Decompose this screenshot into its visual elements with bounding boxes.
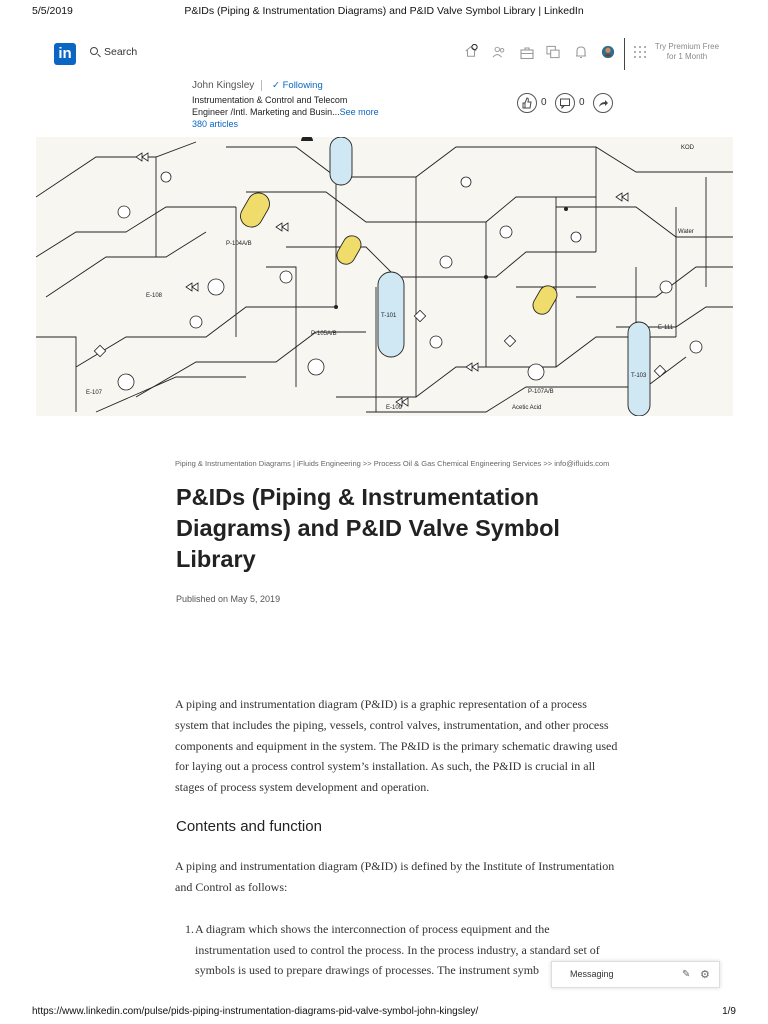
paragraph-line: components and equipment in the system. The P&ID is the primary schematic drawing used	[175, 738, 618, 753]
hero-pid-diagram-image	[36, 137, 733, 416]
intro-paragraph	[175, 694, 645, 798]
paragraph-line: A piping and instrumentation diagram (P&ID) is a graphic representation of a process	[175, 697, 587, 711]
hero-label: E-111	[658, 325, 674, 331]
print-page-number: 1/9	[722, 1006, 736, 1017]
hero-label: E-108	[146, 293, 163, 299]
print-date: 5/5/2019	[32, 5, 73, 17]
paragraph-line: system that includes the piping, vessels, control valves, instrumentation, and other process	[175, 717, 609, 732]
hero-label: P-105A/B	[311, 331, 337, 337]
like-count: 0	[541, 97, 547, 108]
my-network-icon[interactable]	[492, 45, 506, 59]
settings-gear-icon[interactable]: ⚙	[700, 969, 710, 981]
article-title-line: Diagrams) and P&ID Valve Symbol	[176, 515, 560, 541]
profile-avatar[interactable]	[601, 45, 615, 59]
list-item	[195, 919, 600, 981]
print-url: https://www.linkedin.com/pulse/pids-piping-instrumentation-diagrams-pid-valve-symbol-john-kingsley/	[32, 1006, 479, 1017]
print-footer	[0, 1002, 768, 1024]
hero-label: T-101	[381, 313, 397, 319]
jobs-icon[interactable]	[520, 46, 534, 60]
article-title-line: Library	[176, 546, 256, 572]
top-navbar	[36, 36, 733, 74]
comment-count: 0	[579, 97, 585, 108]
hero-label: E-109	[386, 405, 403, 411]
hero-label: Acetic Acid	[512, 405, 542, 411]
list-item-line: symbols is used to prepare drawings of processes. The instrument symb	[195, 963, 540, 978]
article-breadcrumb: Piping & Instrumentation Diagrams | iFluids Engineering >> Process Oil & Gas Chemical Engineering Services >> info@ifluids.com	[175, 459, 610, 468]
published-date: Published on May 5, 2019	[176, 594, 281, 604]
list-item-line: instrumentation used to control the process. In the process industry, a standard set of	[195, 942, 600, 957]
work-grid-icon[interactable]	[634, 46, 646, 60]
paragraph-line: and Control as follows:	[175, 879, 288, 894]
list-item-line: A diagram which shows the interconnection of process equipment and the	[195, 922, 550, 936]
list-number: 1.	[185, 922, 194, 936]
author-divider	[261, 80, 262, 91]
author-headline-1: Instrumentation & Control and Telecom	[192, 95, 348, 105]
like-icon	[517, 93, 537, 113]
messaging-label: Messaging	[570, 969, 614, 979]
article-title-line: P&IDs (Piping & Instrumentation	[176, 484, 539, 510]
section-heading: Contents and function	[176, 818, 322, 835]
print-title: P&IDs (Piping & Instrumentation Diagrams) and P&ID Valve Symbol Library | LinkedIn	[184, 5, 584, 17]
author-headline-text: Engineer /Intl. Marketing and Busin...	[192, 107, 340, 117]
hero-label: Water	[678, 229, 694, 235]
home-icon[interactable]	[464, 44, 478, 58]
share-icon	[593, 93, 613, 113]
search-icon	[90, 47, 98, 55]
following-button[interactable]	[272, 80, 323, 91]
linkedin-logo[interactable]: in	[54, 43, 76, 65]
definition-paragraph	[175, 856, 645, 898]
following-label: Following	[282, 80, 323, 91]
print-header	[0, 0, 768, 22]
see-more-link[interactable]: See more	[339, 107, 379, 117]
search-button[interactable]	[90, 46, 137, 58]
hero-label: E-107	[86, 390, 103, 396]
notifications-icon[interactable]	[574, 45, 588, 59]
comment-icon	[555, 93, 575, 113]
messaging-widget[interactable]	[551, 961, 720, 988]
messaging-nav-icon[interactable]	[546, 45, 560, 59]
paragraph-line: A piping and instrumentation diagram (P&ID) is defined by the Institute of Instrumentation	[175, 859, 615, 873]
search-label: Search	[104, 46, 138, 58]
premium-line-1: Try Premium Free	[654, 42, 720, 51]
articles-count-link[interactable]: 380 articles	[192, 119, 239, 129]
hero-label: T-103	[631, 373, 647, 379]
pid-diagram-svg	[36, 137, 733, 416]
hero-label: P-107A/B	[528, 389, 554, 395]
try-premium-link[interactable]	[648, 42, 726, 62]
paragraph-line: for laying out a process control system’s installation. As such, the P&ID is crucial in all	[175, 759, 596, 774]
paragraph-line: stages of process system development and operation.	[175, 780, 430, 795]
nav-divider	[624, 38, 625, 70]
article-title	[176, 482, 606, 575]
author-headline-2	[192, 107, 379, 117]
hero-label: P-104A/B	[226, 241, 252, 247]
checkmark-icon: ✓	[272, 80, 283, 91]
premium-line-2: for 1 Month	[666, 52, 708, 61]
compose-icon[interactable]: ✎	[682, 969, 691, 980]
author-name[interactable]: John Kingsley	[192, 80, 255, 91]
hero-label: KOD	[681, 145, 695, 151]
